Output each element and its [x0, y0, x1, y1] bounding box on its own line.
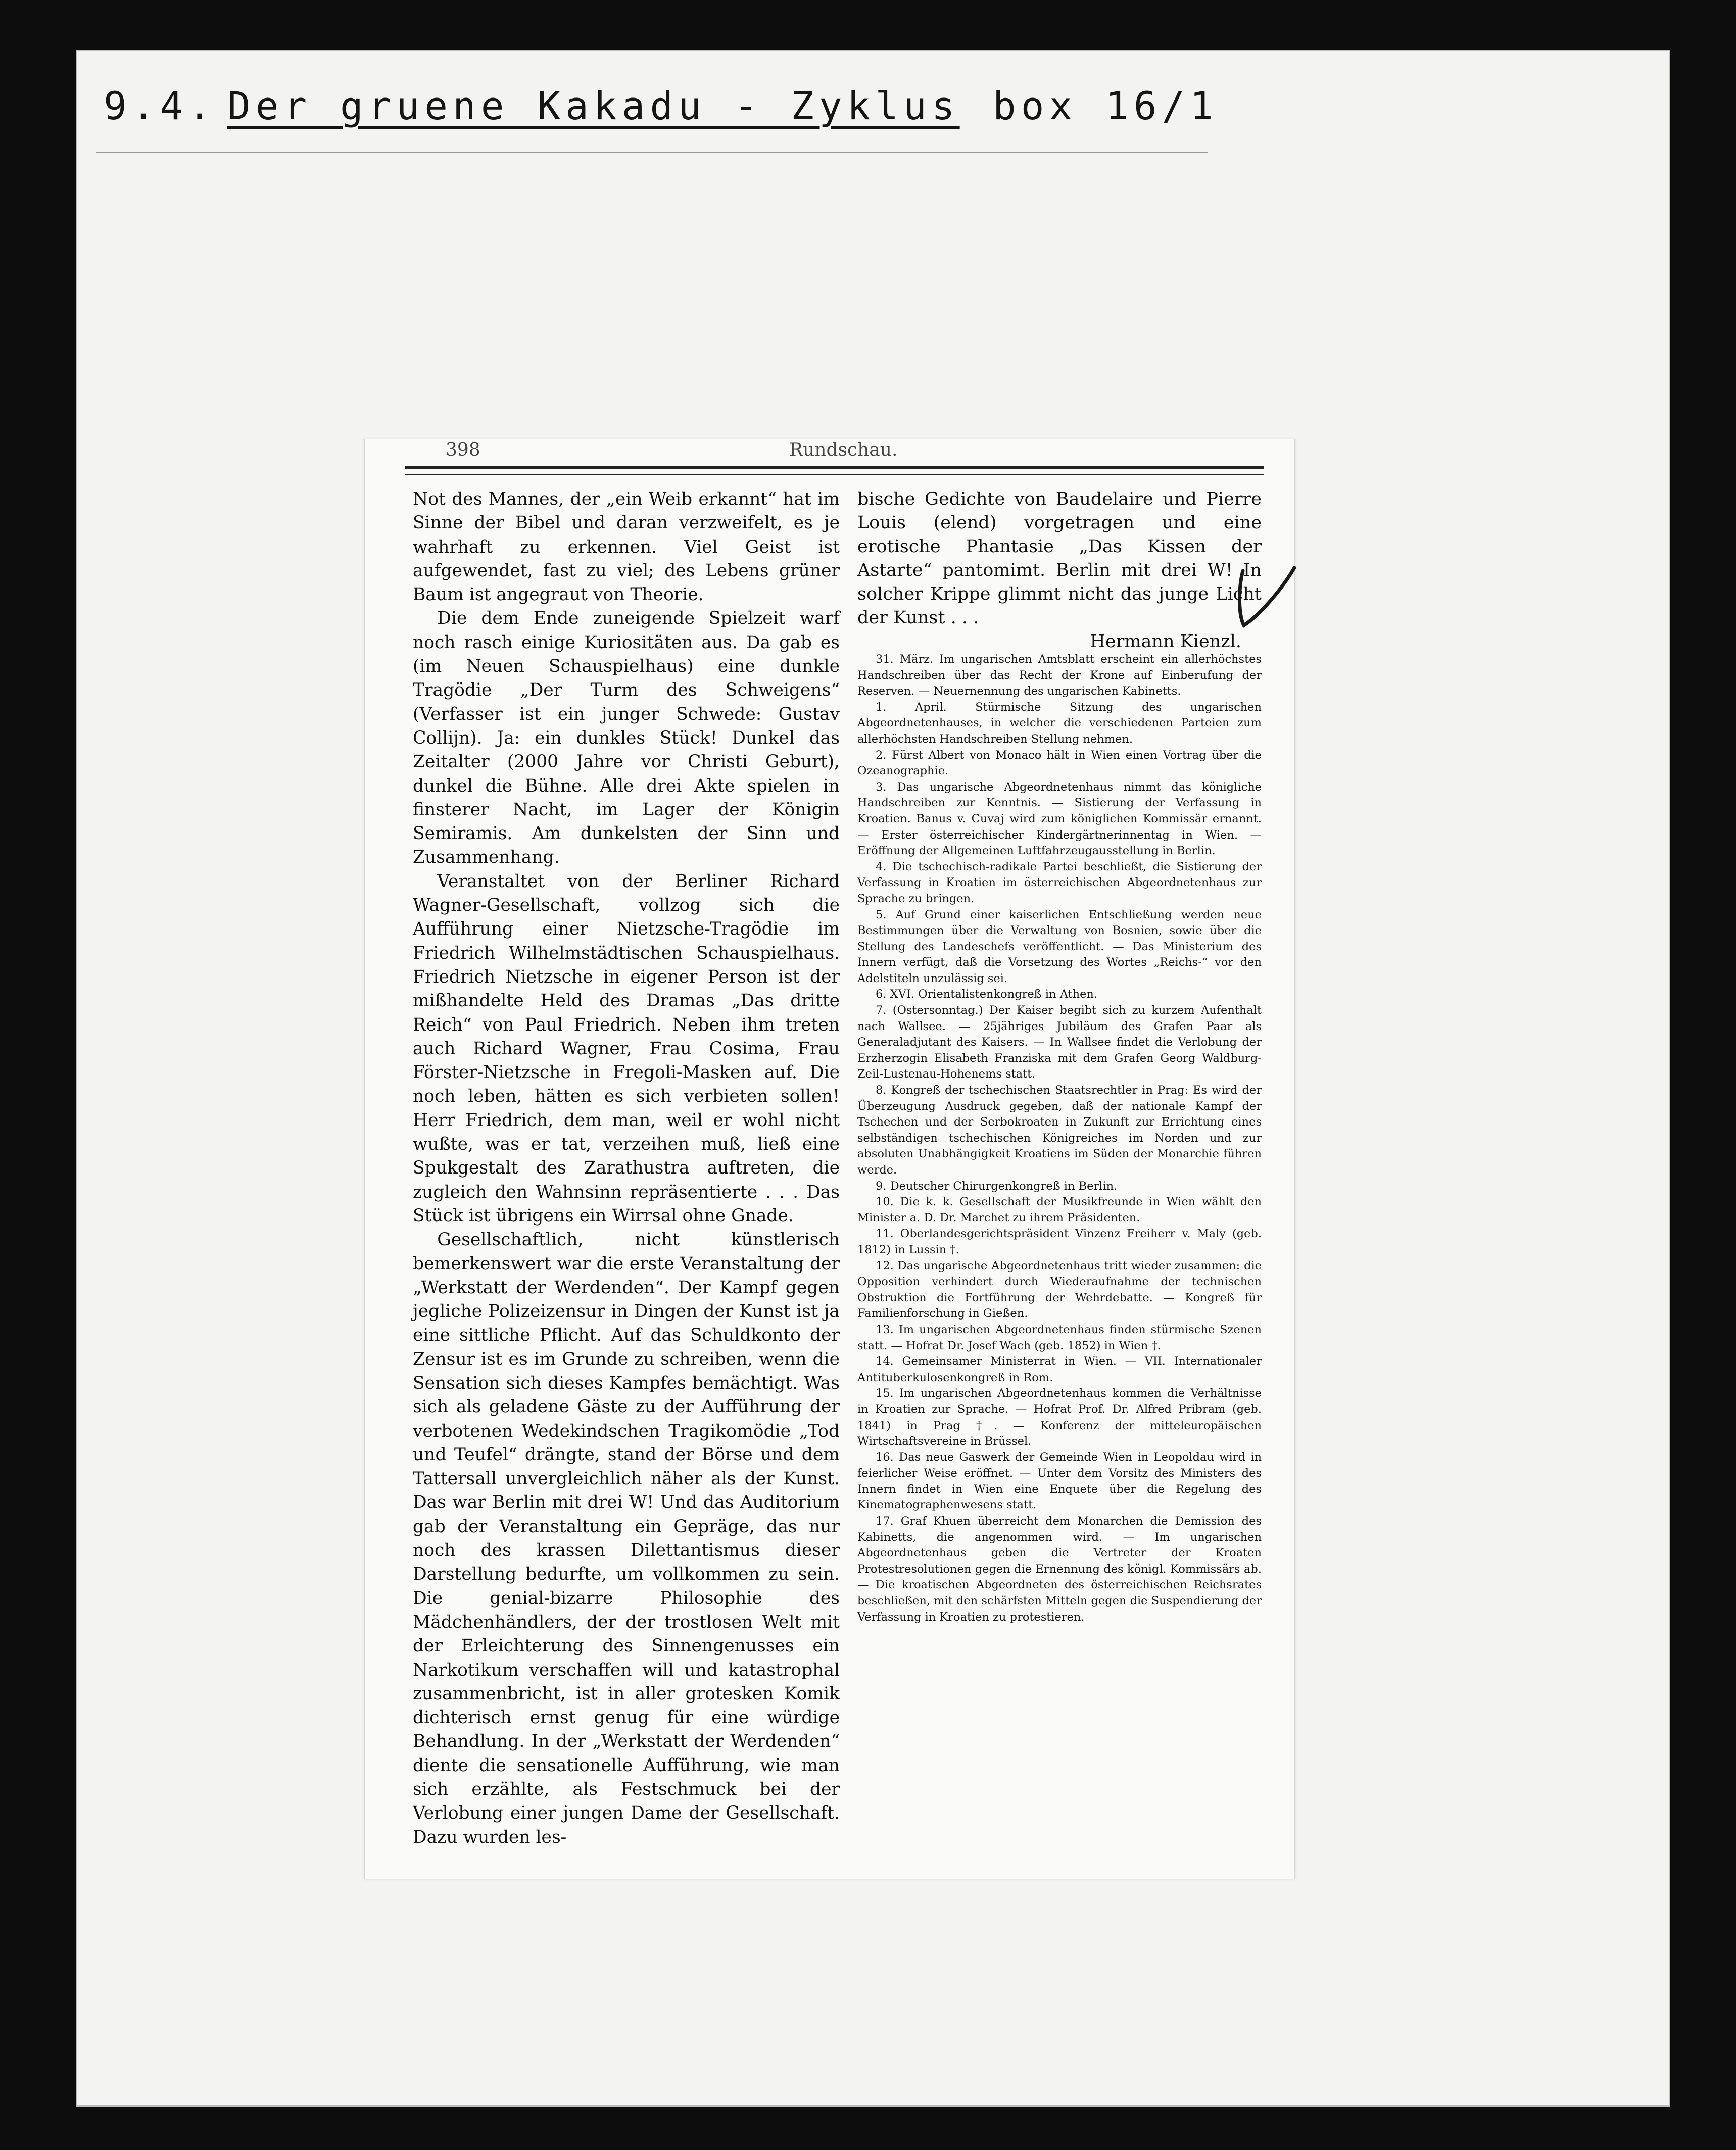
- chronicle-entry: 2. Fürst Albert von Monaco hält in Wien einen Vortrag über die Ozeanographie.: [857, 748, 1262, 778]
- article-column-right: [857, 487, 1262, 652]
- newspaper-clipping: [364, 439, 1295, 1879]
- chronicle-entry: 10. Die k. k. Gesellschaft der Musikfreunde in Wien wählt den Minister a. D. Dr. Marchet zu ihrem Präsidenten.: [857, 1195, 1262, 1225]
- article-column-left: [413, 487, 840, 1862]
- chronicle-entry: 1. April. Stürmische Sitzung des ungarischen Abgeordnetenhauses, in welcher die verschiedenen Parteien zum allerhöchsten Handschreiben Stellung nehmen.: [857, 700, 1262, 746]
- chronicle-entry: 15. Im ungarischen Abgeordnetenhaus kommen die Verhältnisse in Kroatien zur Sprache. — Hofrat Prof. Dr. Alfred Pribram (geb. 1841) in Prag †. — Konferenz der mitteleuropäischen Wirtschaftsvereine in Brüssel.: [857, 1387, 1262, 1448]
- chronicle-entry: 13. Im ungarischen Abgeordnetenhaus finden stürmische Szenen statt. — Hofrat Dr. Josef Wach (geb. 1852) in Wien †.: [857, 1323, 1262, 1352]
- article-paragraph: Not des Mannes, der „ein Weib erkannt“ hat im Sinne der Bibel und daran verzweifelt, es je wahrhaft zu erkennen. Viel Geist ist aufgewendet, fast zu viel; des Lebens grüner Baum ist angegraut von Theorie.: [413, 489, 840, 605]
- chronicle-column: [857, 652, 1262, 1829]
- chronicle-entry: 5. Auf Grund einer kaiserlichen Entschließung werden neue Bestimmungen über die Verwaltung von Bosnien, sowie über die Stellung des Landeschefs veröffentlicht. — Das Ministerium des Innern verfügt, daß die Vorsetzung des Wortes „Reichs-“ vor den Adelstiteln unzulässig sei.: [857, 908, 1262, 985]
- running-head: Rundschau.: [789, 439, 898, 460]
- header-divider: [96, 152, 1208, 153]
- chronicle-entry: 12. Das ungarische Abgeordnetenhaus tritt wieder zusammen: die Opposition verhindert durch Wiederaufnahme der technischen Obstruktion die Fortführung der Wehrdebatte. — Kongreß für Familienforschung in Gießen.: [857, 1259, 1262, 1321]
- chronicle-entry: 8. Kongreß der tschechischen Staatsrechtler in Prag: Es wird der Überzeugung Ausdruck gegeben, daß der nationale Kampf der Tschechen und der Serbokroaten in Zukunft zur Errichtung eines selbständigen tschechischen Königreiches im Norden und zur absoluten Unabhängigkeit Kroatiens im Süden der Monarchie führen werde.: [857, 1084, 1262, 1177]
- chronicle-entry: 7. (Ostersonntag.) Der Kaiser begibt sich zu kurzem Aufenthalt nach Wallsee. — 25jähriges Jubiläum des Grafen Paar als Generaladjutant des Kaisers. — In Wallsee findet die Verlobung der Erzherzogin Elisabeth Franziska mit dem Grafen Georg Waldburg-Zeil-Lustenau-Hohenems statt.: [857, 1004, 1262, 1081]
- chronicle-entry: 4. Die tschechisch-radikale Partei beschließt, die Sistierung der Verfassung in Kroatien im österreichischen Abgeordnetenhaus zur Sprache zu bringen.: [857, 860, 1262, 905]
- chronicle-entry: 9. Deutscher Chirurgenkongreß in Berlin.: [876, 1179, 1118, 1193]
- page-number: 398: [446, 439, 480, 460]
- archive-number: 9.4.: [104, 83, 217, 128]
- page-head-rule: [405, 466, 1264, 475]
- article-paragraph: Die dem Ende zuneigende Spielzeit warf noch rasch einige Kuriositäten aus. Da gab es (im Neuen Schauspielhaus) eine dunkle Tragödie „Der Turm des Schweigens“ (Verfasser ist ein junger Schwede: Gustav Collijn). Ja: ein dunkles Stück! Dunkel das Zeitalter (2000 Jahre vor Christi Geburt), dunkel die Bühne. Alle drei Akte spielen in finsterer Nacht, im Lager der Königin Semiramis. Am dunkelsten der Sinn und Zusammenhang.: [413, 608, 840, 868]
- clipping-page-head: [446, 439, 1274, 465]
- chronicle-entry: 14. Gemeinsamer Ministerrat in Wien. — VII. Internationaler Antituberkulosenkongreß in Rom.: [857, 1355, 1262, 1384]
- chronicle-entry: 17. Graf Khuen überreicht dem Monarchen die Demission des Kabinetts, die angenommen wird. — Im ungarischen Abgeordnetenhaus geben die Vertreter der Kroaten Protestresolutionen gegen die Ernennung des königl. Kommissärs ab. — Die kroatischen Abgeordneten des österreichischen Reichsrates beschließen, mit den schärfsten Mitteln gegen die Suspendierung der Verfassung in Kroatien zu protestieren.: [857, 1514, 1262, 1624]
- pencil-margin-mark: [1233, 561, 1298, 631]
- author-signature: Hermann Kienzl.: [1090, 631, 1241, 652]
- article-paragraph: bische Gedichte von Baudelaire und Pierre Louis (elend) vorgetragen und eine erotische Phantasie „Das Kissen der Astarte“ pantomimt. Berlin mit drei W! In solcher Krippe glimmt nicht das junge Licht der Kunst . . .: [857, 489, 1262, 628]
- article-paragraph: Veranstaltet von der Berliner Richard Wagner-Gesellschaft, vollzog sich die Aufführung einer Nietzsche-Tragödie im Friedrich Wilhelmstädtischen Schauspielhaus. Friedrich Nietzsche in eigener Person ist der mißhandelte Held des Dramas „Das dritte Reich“ von Paul Friedrich. Neben ihm treten auch Richard Wagner, Frau Cosima, Frau Förster-Nietzsche in Fregoli-Masken auf. Die noch leben, hätten es sich verbieten sollen! Herr Friedrich, dem man, weil er wohl nicht wußte, was er tat, verzeihen muß, ließ eine Spukgestalt des Zarathustra auftreten, die zugleich den Wahnsinn repräsentierte . . . Das Stück ist übrigens ein Wirrsal ohne Gnade.: [413, 871, 840, 1226]
- chronicle-entry: 3. Das ungarische Abgeordnetenhaus nimmt das königliche Handschreiben zur Kenntnis. — Sistierung der Verfassung in Kroatien. Banus v. Cuvaj wird zum königlichen Kommissär ernannt. — Erster österreichischer Kindergärtnerinnentag in Wien. — Eröffnung der Allgemeinen Luftfahrzeugausstellung in Berlin.: [857, 780, 1262, 858]
- chronicle-entry: 11. Oberlandesgerichtspräsident Vinzenz Freiherr v. Maly (geb. 1812) in Lussin †.: [857, 1227, 1262, 1256]
- chronicle-entry: 16. Das neue Gaswerk der Gemeinde Wien in Leopoldau wird in feierlicher Weise eröffnet. — Unter dem Vorsitz des Ministers des Innern findet in Wien eine Enquete über die Regelung des Kinematographenwesens statt.: [857, 1450, 1262, 1512]
- archive-box: box 16/1: [993, 83, 1219, 128]
- archive-title: Der gruene Kakadu - Zyklus: [227, 83, 960, 128]
- article-paragraph: Gesellschaftlich, nicht künstlerisch bemerkenswert war die erste Veranstaltung der „Werkstatt der Werdenden“. Der Kampf gegen jegliche Polizeizensur in Dingen der Kunst ist ja eine sittliche Pflicht. Auf das Schuldkonto der Zensur ist es im Grunde zu schreiben, wenn die Sensation sich dieses Kampfes bemächtigt. Was sich als geladene Gäste zu der Aufführung der verbotenen Wedekindschen Tragikomödie „Tod und Teufel“ drängte, stand der Börse und dem Tattersall unvergleichlich näher als der Kunst. Das war Berlin mit drei W! Und das Auditorium gab der Veranstaltung ein Gepräge, das nur noch des krassen Dilettantismus dieser Darstellung bedurfte, um vollkommen zu sein. Die genial-bizarre Philosophie des Mädchenhändlers, der der trostlosen Welt mit der Erleichterung des Sinnengenusses ein Narkotikum verschaffen will und katastrophal zusammenbricht, ist in aller grotesken Komik dichterisch ernst genug für eine würdige Behandlung. In der „Werkstatt der Werdenden“ diente die sensationelle Aufführung, wie man sich erzählte, als Festschmuck bei der Verlobung einer jungen Dame der Gesellschaft. Dazu wurden les-: [413, 1230, 840, 1847]
- archive-header: [104, 83, 1219, 141]
- chronicle-entry: 31. März. Im ungarischen Amtsblatt erscheint ein allerhöchstes Handschreiben über das Recht der Krone auf Einberufung der Reserven. — Neuernennung des ungarischen Kabinetts.: [857, 653, 1262, 698]
- chronicle-entry: 6. XVI. Orientalistenkongreß in Athen.: [876, 988, 1098, 1001]
